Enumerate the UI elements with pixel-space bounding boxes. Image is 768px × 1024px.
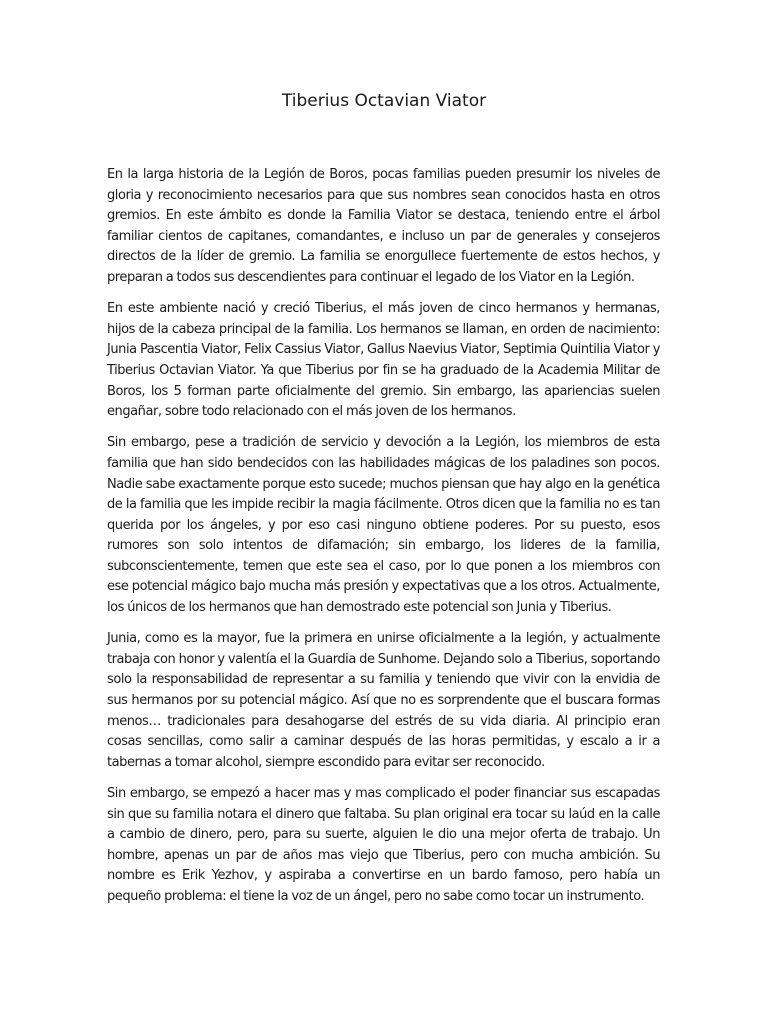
document-title: Tiberius Octavian Viator bbox=[281, 91, 487, 111]
paragraph: Sin embargo, se empezó a hacer mas y mas complicado el poder financiar sus escapadas sin que su familia notara el dinero que faltaba. Su plan original era tocar su laúd en la calle a cambio de dinero, pero, para su suerte, alguien le dio una mejor oferta de trabajo. Un hombre, apenas un par de años mas viejo que Tiberius, pero con mucha ambición. Su nombre es Erik Yezhov, y aspiraba a convertirse en un bardo famoso, pero había un pequeño problema: el tiene la voz de un ángel, pero no sabe como tocar un instrumento. bbox=[107, 786, 660, 904]
paragraph: Junia, como es la mayor, fue la primera en unirse oficialmente a la legión, y actualmente trabaja con honor y valentía el la Guardia de Sunhome. Dejando solo a Tiberius, soportando solo la responsabilidad de representar a su familia y teniendo que vivir con la envidia de sus hermanos por su potencial mágico. Así que no es sorprendente que el buscara formas menos… tradicionales para desahogarse del estrés de su vida diaria. Al principio eran cosas sencillas, como salir a caminar después de las horas permitidas, y escalo a ir a tabernas a tomar alcohol, siempre escondido para evitar ser reconocido. bbox=[107, 631, 660, 770]
paragraph: Sin embargo, pese a tradición de servicio y devoción a la Legión, los miembros de esta familia que han sido bendecidos con las habilidades mágicas de los paladines son pocos. Nadie sabe exactamente porque esto sucede; muchos piensan que hay algo en la genética de la familia que les impide recibir la magia fácilmente. Otros dicen que la familia no es tan querida por los ángeles, y por eso casi ninguno obtiene poderes. Por su puesto, esos rumores son solo intentos de difamación; sin embargo, los lideres de la familia, subconscientemente, temen que este sea el caso, por lo que ponen a los miembros con ese potencial mágico bajo mucha más presión y expectativas que a los otros. Actualmente, los únicos de los hermanos que han demostrado este potencial son Junia y Tiberius. bbox=[107, 435, 660, 616]
paragraph: En la larga historia de la Legión de Boros, pocas familias pueden presumir los niveles de gloria y reconocimiento necesarios para que sus nombres sean conocidos hasta en otros gremios. En este ámbito es donde la Familia Viator se destaca, teniendo entre el árbol familiar cientos de capitanes, comandantes, e incluso un par de generales y consejeros directos de la líder de gremio. La familia se enorgullece fuertemente de estos hechos, y preparan a todos sus descendientes para continuar el legado de los Viator en la Legión. bbox=[107, 167, 660, 285]
document-body bbox=[107, 165, 660, 918]
paragraph: En este ambiente nació y creció Tiberius, el más joven de cinco hermanos y hermanas, hijos de la cabeza principal de la familia. Los hermanos se llaman, en orden de nacimiento: Junia Pascentia Viator, Felix Cassius Viator, Gallus Naevius Viator, Septimia Quintilia Viator y Tiberius Octavian Viator. Ya que Tiberius por fin se ha graduado de la Academia Militar de Boros, los 5 forman parte oficialmente del gremio. Sin embargo, las apariencias suelen engañar, sobre todo relacionado con el más joven de los hermanos. bbox=[107, 301, 660, 420]
